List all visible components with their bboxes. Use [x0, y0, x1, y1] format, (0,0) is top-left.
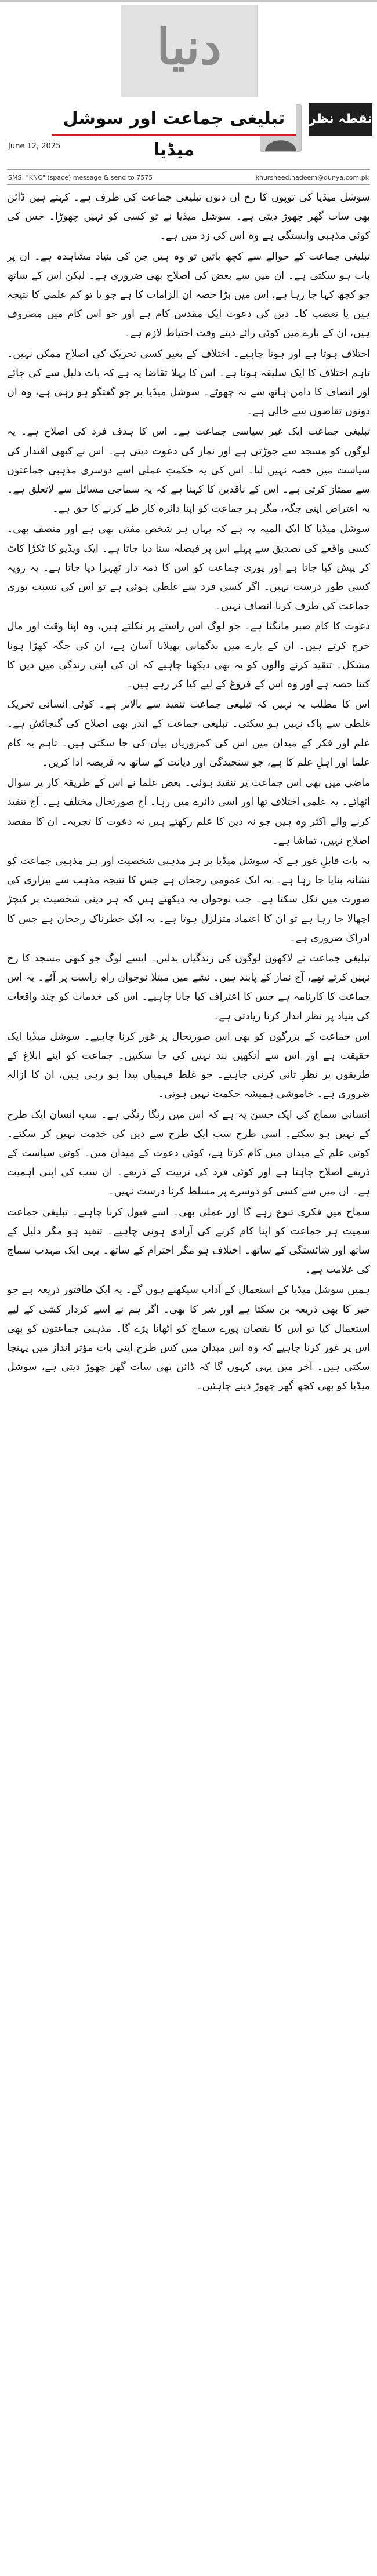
- masthead-top-rule: [0, 0, 377, 2]
- paragraph: تبلیغی جماعت ایک غیر سیاسی جماعت ہے۔ اس کا ہدف فرد کی اصلاح ہے۔ یہ لوگوں کو مسجد سے جوڑتی ہے اور نماز کی دعوت دیتی ہے۔ اس نے کبھی اقتدار کی سیاست میں حصہ نہیں لیا۔ اس کی یہ حکمتِ عملی اسے دوسری مذہبی جماعتوں سے ممتاز کرتی ہے۔ اس کے ناقدین کا کہنا ہے کہ یہ سماجی مسائل سے لاتعلق ہے۔ یہ اعتراض اپنی جگہ، مگر ہر جماعت کو اپنا دائرہ کار طے کرنے کا حق ہے۔: [7, 426, 370, 515]
- paragraph: اختلاف ہوتا ہے اور ہونا چاہیے۔ اختلاف کے بغیر کسی تحریک کی اصلاح ممکن نہیں۔ تاہم اختلاف کا ایک سلیقہ ہوتا ہے۔ اس کا پہلا تقاضا یہ ہے کہ بات دلیل سے کی جائے اور انصاف کا دامن ہاتھ سے نہ چھوٹے۔ سوشل میڈیا پر جو گفتگو ہو رہی ہے، وہ ان دونوں تقاضوں سے خالی ہے۔: [7, 348, 370, 418]
- publish-date: June 12, 2025: [8, 142, 61, 151]
- paragraph: سوشل میڈیا کا ایک المیہ یہ ہے کہ یہاں ہر شخص مفتی بھی ہے اور منصف بھی۔ کسی واقعے کی تصدیق سے پہلے اس پر فیصلہ سنا دیا جاتا ہے۔ ایک ویڈیو کا ٹکڑا کاٹ کر پیش کیا جاتا ہے اور پوری جماعت کو اس کا ذمہ دار ٹھہرا دیا جاتا ہے۔ یہ رویہ کسی طور درست نہیں۔ اگر کسی فرد سے غلطی ہوئی ہے تو اس کی نسبت پوری جماعت کی طرف کرنا انصاف نہیں۔: [7, 523, 370, 613]
- sms-line: SMS: "KNC" (space) message & send to 7575: [8, 174, 153, 181]
- header-divider: [7, 169, 370, 170]
- column-body: [7, 188, 370, 2564]
- column-headline: تبلیغی جماعت اور سوشل میڈیا: [52, 103, 296, 136]
- paragraph: سماج میں فکری تنوع رہے گا اور عملی بھی۔ اسے قبول کرنا چاہیے۔ تبلیغی جماعت سمیت ہر جماعت کو اپنا کام کرنے کی آزادی ہونی چاہیے۔ تنقید ہو مگر دلیل کے ساتھ اور شائستگی کے ساتھ۔ اختلاف ہو مگر احترام کے ساتھ۔ یہی ایک مہذب سماج کی علامت ہے۔: [7, 1206, 370, 1276]
- body-divider: [7, 184, 370, 185]
- paragraph: تبلیغی جماعت کے حوالے سے کچھ باتیں تو وہ ہیں جن کی بنیاد مشاہدہ ہے۔ ان پر بات ہو سکتی ہے۔ ان میں سے بعض کی اصلاح بھی ضروری ہے۔ لیکن اس کے ساتھ جو کچھ کہا جا رہا ہے، اس میں بڑا حصہ ان الزامات کا ہے جو یا تو کم علمی کا نتیجہ ہیں یا تعصب کا۔ دین کی دعوت ایک مقدس کام ہے اور جو اس کام میں مصروف ہیں، ان کے بارے میں کوئی رائے دیتے وقت احتیاط لازم ہے۔: [7, 250, 370, 340]
- paragraph: اس کا مطلب یہ نہیں کہ تبلیغی جماعت تنقید سے بالاتر ہے۔ کوئی انسانی تحریک غلطی سے پاک نہیں ہو سکتی۔ تبلیغی جماعت کے اندر بھی اصلاح کی گنجائش ہے۔ علم اور فکر کے میدان میں اس کی کمزوریاں بیان کی جا سکتی ہیں۔ تاہم یہ کام علما اور اہلِ علم کا ہے، جو سنجیدگی اور دیانت کے ساتھ یہ فریضہ ادا کریں۔: [7, 699, 370, 768]
- newspaper-logo: [121, 5, 258, 97]
- paragraph: انسانی سماج کی ایک حسن یہ ہے کہ اس میں رنگا رنگی ہے۔ سب انسان ایک طرح کے نہیں ہو سکتے۔ اسی طرح سب ایک طرح سے دین کی خدمت نہیں کر سکتے۔ کوئی علم کے میدان میں کام کرتا ہے، کوئی دعوت کے میدان میں۔ کوئی سیاست کے ذریعے اصلاح چاہتا ہے اور کوئی فرد کی تربیت کے ذریعے۔ ان سب کی اپنی اہمیت ہے۔ ان میں سے کسی کو دوسرے پر مسلط کرنا درست نہیں۔: [7, 1109, 370, 1198]
- masthead: [0, 0, 377, 99]
- paragraph: ہمیں سوشل میڈیا کے استعمال کے آداب سیکھنے ہوں گے۔ یہ ایک طاقتور ذریعہ ہے جو خیر کا بھی ذریعہ بن سکتا ہے اور شر کا بھی۔ اگر ہم نے اسے کردار کشی کے لیے استعمال کیا تو اس کا نقصان پورے سماج کو اٹھانا پڑے گا۔ مذہبی جماعتوں کو بھی اس پر غور کرنا چاہیے کہ وہ اس میدان میں کس طرح اپنی بات مؤثر انداز میں پہنچا سکتی ہیں۔ آخر میں یہی کہوں گا کہ ڈائن بھی سات گھر چھوڑ دیتی ہے، سوشل میڈیا کو بھی کچھ گھر چھوڑ دینے چاہئیں۔: [7, 1284, 370, 1393]
- paragraph: اس جماعت کے بزرگوں کو بھی اس صورتحال پر غور کرنا چاہیے۔ سوشل میڈیا ایک حقیقت ہے اور اس سے آنکھیں بند نہیں کی جا سکتیں۔ جماعت کو اپنے ابلاغ کے طریقوں پر نظرِ ثانی کرنی چاہیے۔ جو غلط فہمیاں پیدا ہو رہی ہیں، ان کا ازالہ ضروری ہے۔ خاموشی ہمیشہ حکمت نہیں ہوتی۔: [7, 1030, 370, 1101]
- paragraph: یہ بات قابلِ غور ہے کہ سوشل میڈیا پر ہر مذہبی شخصیت اور ہر مذہبی جماعت کو نشانہ بنایا جا رہا ہے۔ یہ ایک عمومی رجحان ہے جس کا نتیجہ مذہب سے بیزاری کی صورت میں نکل سکتا ہے۔ جب نوجوان یہ دیکھتے ہیں کہ ہر دینی شخصیت پر کیچڑ اچھالا جا رہا ہے تو ان کا اعتماد متزلزل ہوتا ہے۔ یہ ایک خطرناک رجحان ہے جس کا ادراک ضروری ہے۔: [7, 855, 370, 944]
- paragraph: تبلیغی جماعت نے لاکھوں لوگوں کی زندگیاں بدلیں۔ ایسے لوگ جو کبھی مسجد کا رخ نہیں کرتے تھے، آج نماز کے پابند ہیں۔ نشے میں مبتلا نوجوان راہِ راست پر آئے۔ یہ اس جماعت کا کارنامہ ہے جس کا اعتراف کیا جانا چاہیے۔ اس کی خدمات کو چند واقعات کی بنیاد پر نظر انداز کرنا زیادتی ہے۔: [7, 952, 370, 1022]
- column-brand: نقطہ نظر: [309, 103, 372, 136]
- author-email: khursheed.nadeem@dunya.com.pk: [255, 174, 369, 181]
- paragraph: ماضی میں بھی اس جماعت پر تنقید ہوئی۔ بعض علما نے اس کے طریقہ کار پر سوال اٹھائے۔ یہ علمی اختلاف تھا اور اسی دائرے میں رہا۔ آج صورتحال مختلف ہے۔ آج تنقید کرنے والے اکثر وہ ہیں جو نہ دین کا علم رکھتے ہیں نہ دعوت کا تجربہ۔ ان کا مقصد اصلاح نہیں، تماشا ہے۔: [7, 777, 370, 847]
- paragraph: سوشل میڈیا کی توپوں کا رخ ان دنوں تبلیغی جماعت کی طرف ہے۔ کہتے ہیں ڈائن بھی سات گھر چھوڑ دیتی ہے۔ سوشل میڈیا نے تو کسی کو نہیں چھوڑا۔ جس کی کوئی مذہبی وابستگی ہے وہ اس کی زد میں ہے۔: [7, 192, 370, 242]
- logo-text: دنیا: [157, 18, 222, 75]
- paragraph: دعوت کا کام صبر مانگتا ہے۔ جو لوگ اس راستے پر نکلتے ہیں، وہ اپنا وقت اور مال خرچ کرتے ہیں۔ ان کے بارے میں بدگمانی پھیلانا آسان ہے، ان کی جگہ کھڑا ہونا مشکل۔ تنقید کرنے والوں کو یہ بھی دیکھنا چاہیے کہ ان کی اپنی زندگی میں دین کا کتنا حصہ ہے اور وہ اس کے فروغ کے لیے کیا کر رہے ہیں۔: [7, 621, 370, 691]
